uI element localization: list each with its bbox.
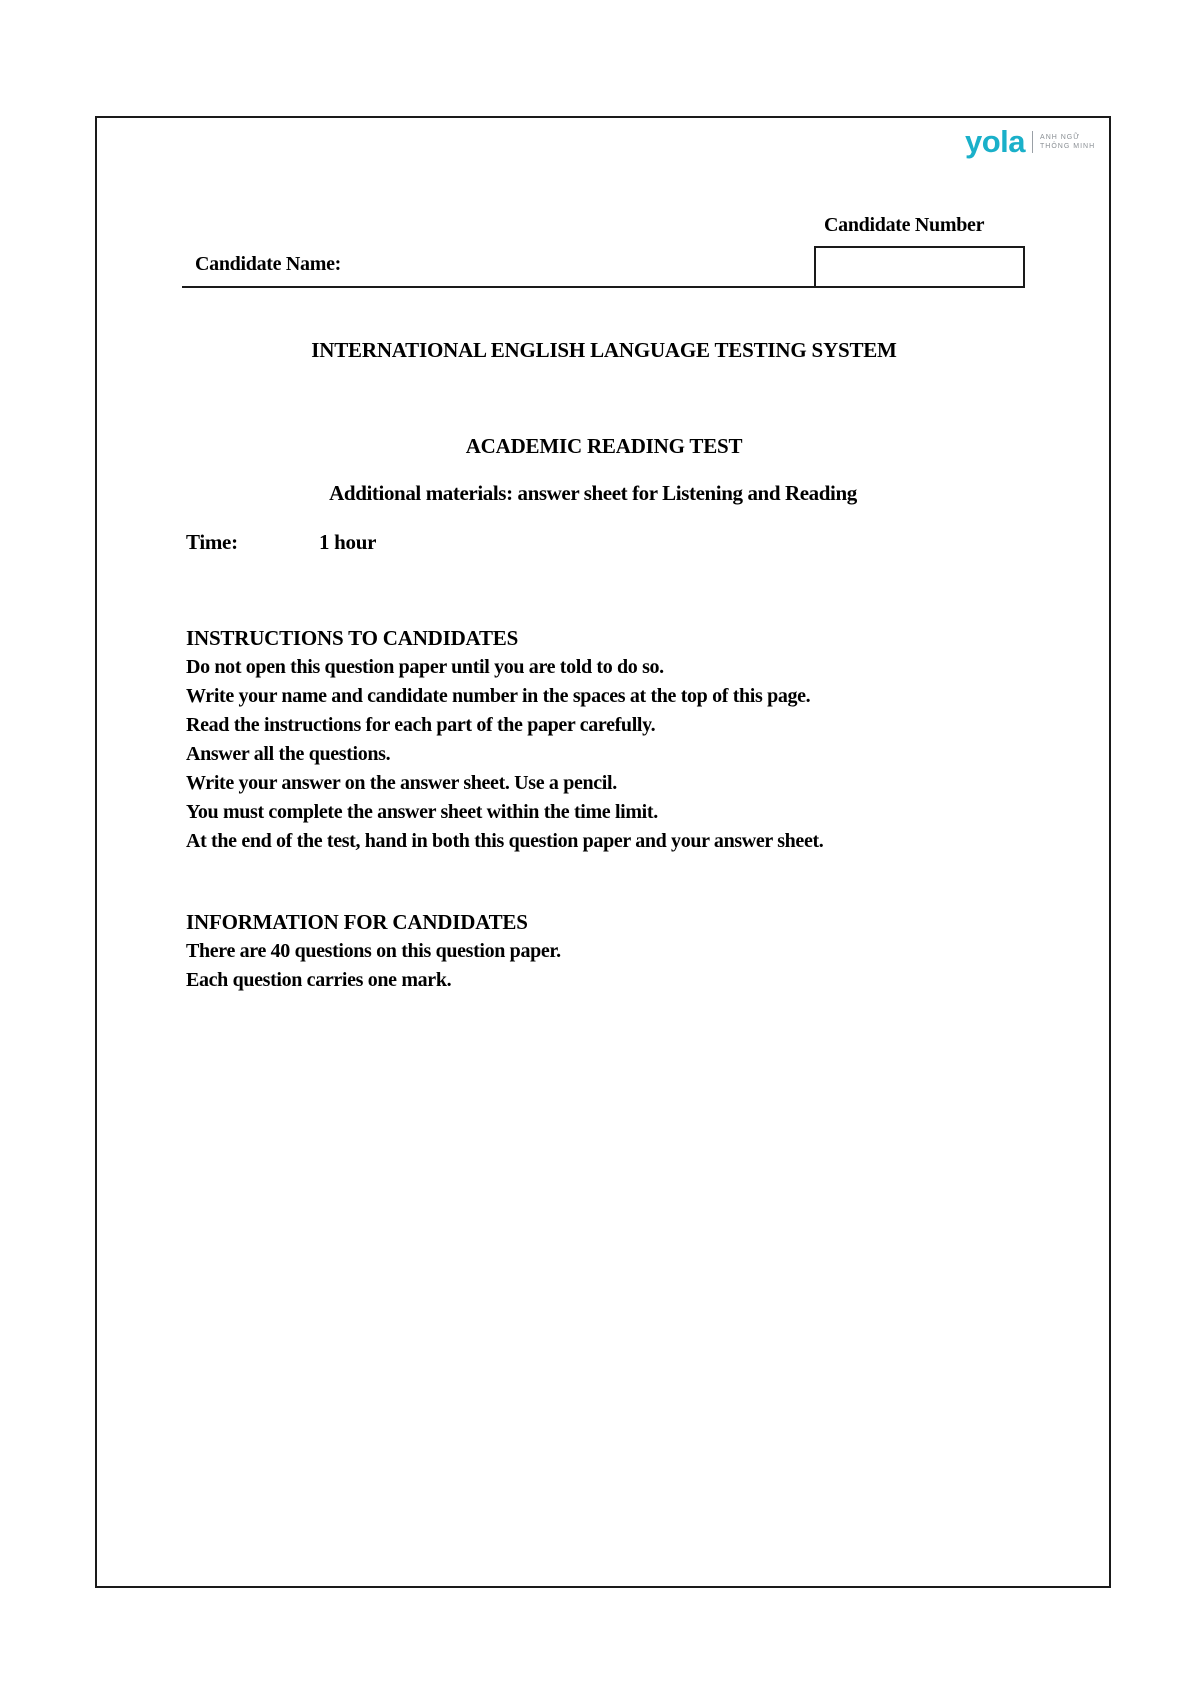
logo-wordmark: yola: [965, 124, 1026, 159]
instruction-line: Read the instructions for each part of the paper carefully.: [186, 714, 656, 736]
information-heading: INFORMATION FOR CANDIDATES: [186, 910, 528, 934]
instructions-section: [186, 624, 823, 856]
instruction-line: Write your answer on the answer sheet. Use a pencil.: [186, 772, 617, 794]
time-value: 1 hour: [319, 530, 377, 554]
instruction-line: Write your name and candidate number in the spaces at the top of this page.: [186, 685, 811, 707]
instruction-line: At the end of the test, hand in both this question paper and your answer sheet.: [186, 830, 824, 852]
candidate-number-field[interactable]: [814, 246, 1025, 288]
information-section: [186, 908, 561, 995]
logo-tagline: [1040, 133, 1095, 151]
question-count: 40: [270, 940, 290, 962]
candidate-name-label: Candidate Name:: [195, 253, 342, 275]
organization-title: INTERNATIONAL ENGLISH LANGUAGE TESTING SYSTEM: [311, 338, 897, 362]
yola-logo: [965, 126, 1095, 157]
information-text: questions on this question paper.: [289, 940, 561, 962]
information-line: [186, 937, 561, 966]
logo-tagline-line2: THÔNG MINH: [1040, 142, 1096, 150]
time-label: Time:: [186, 530, 238, 554]
logo-tagline-line1: ANH NGỮ: [1040, 133, 1081, 141]
candidate-number-label: Candidate Number: [824, 214, 985, 236]
test-title: ACADEMIC READING TEST: [465, 434, 743, 458]
additional-materials: Additional materials: answer sheet for Listening and Reading: [329, 481, 857, 505]
logo-divider: [1032, 131, 1033, 153]
instruction-line: Answer all the questions.: [186, 743, 391, 765]
candidate-name-field[interactable]: [182, 286, 814, 288]
instruction-line: Do not open this question paper until you are told to do so.: [186, 656, 664, 678]
information-text: There are: [186, 940, 271, 962]
instructions-heading: INSTRUCTIONS TO CANDIDATES: [186, 626, 519, 650]
instruction-line: You must complete the answer sheet within the time limit.: [186, 801, 658, 823]
information-line: Each question carries one mark.: [186, 969, 452, 991]
